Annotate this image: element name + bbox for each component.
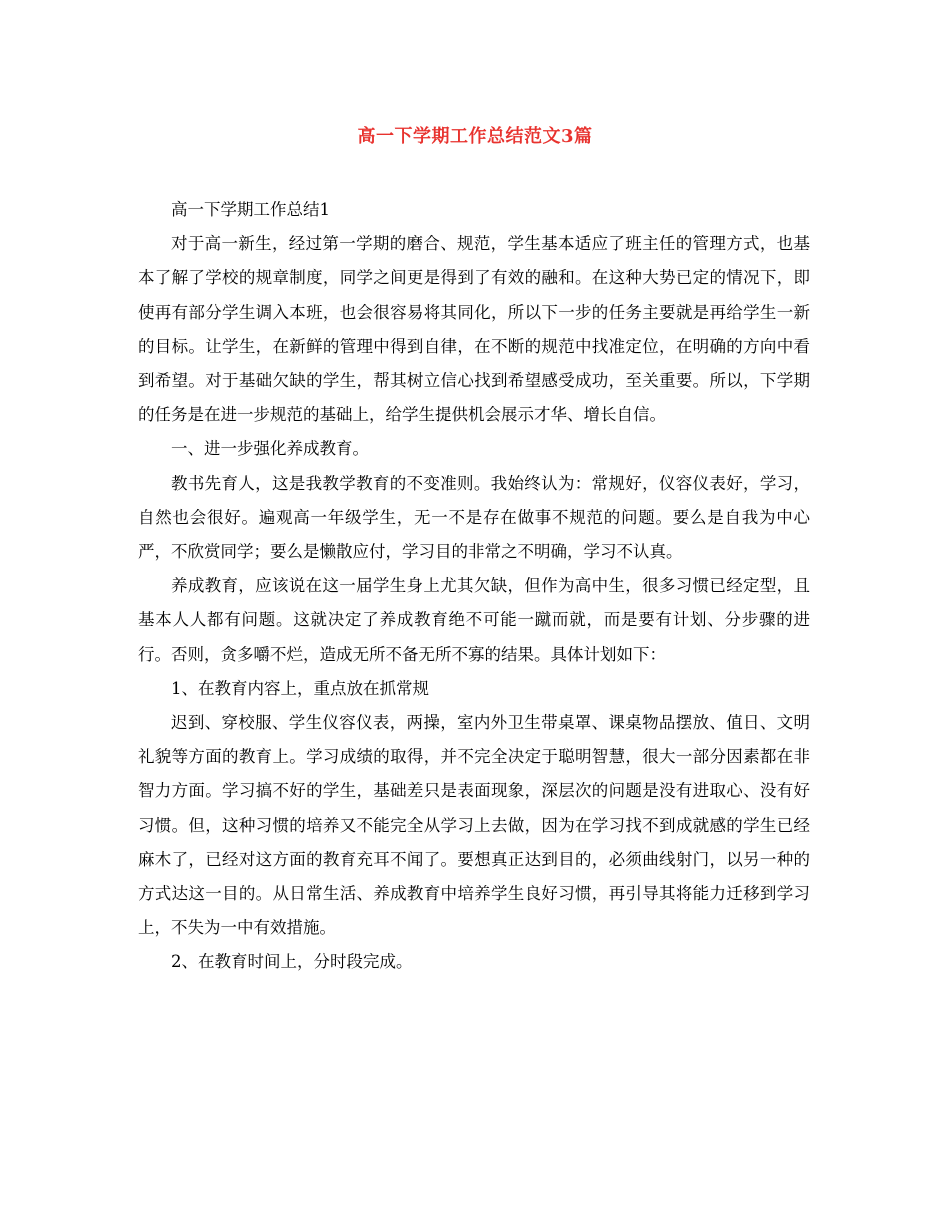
paragraph: 养成教育，应该说在这一届学生身上尤其欠缺，但作为高中生，很多习惯已经定型，且基本人人都有问题。这就决定了养成教育绝不可能一蹴而就，而是要有计划、分步骤的进行。否则，贪多嚼不烂，造成无所不备无所不寡的结果。具体计划如下： [138,576,810,664]
paragraph: 对于高一新生，经过第一学期的磨合、规范，学生基本适应了班主任的管理方式，也基本了解了学校的规章制度，同学之间更是得到了有效的融和。在这种大势已定的情况下，即使再有部分学生调入本班，也会很容易将其同化，所以下一步的任务主要就是再给学生一新的目标。让学生，在新鲜的管理中得到自律，在不断的规范中找准定位，在明确的方向中看到希望。对于基础欠缺的学生，帮其树立信心找到希望感受成功，至关重要。所以，下学期的任务是在进一步规范的基础上，给学生提供机会展示才华、增长自信。 [138,234,810,425]
paragraph: 教书先育人，这是我教学教育的不变准则。我始终认为：常规好，仪容仪表好，学习，自然也会很好。遍观高一年级学生，无一不是存在做事不规范的问题。要么是自我为中心严，不欣赏同学；要么是懒散应付，学习目的非常之不明确，学习不认真。 [138,473,810,562]
list-item-heading: 2、在教育时间上，分时段完成。 [171,952,413,972]
list-item-heading: 1、在教育内容上，重点放在抓常规 [171,678,429,698]
document-body [138,193,810,980]
subsection-heading: 一、进一步强化养成教育。 [171,439,369,459]
section-heading: 高一下学期工作总结1 [171,200,330,219]
document-title: 高一下学期工作总结范文3篇 [357,126,593,147]
paragraph: 迟到、穿校服、学生仪容仪表，两操，室内外卫生带桌罩、课桌物品摆放、值日、文明礼貌等方面的教育上。学习成绩的取得，并不完全决定于聪明智慧，很大一部分因素都在非智力方面。学习搞不好的学生，基础差只是表面现象，深层次的问题是没有进取心、没有好习惯。但，这种习惯的培养又不能完全从学习上去做，因为在学习找不到成就感的学生已经麻木了，已经对这方面的教育充耳不闻了。要想真正达到目的，必须曲线射门，以另一种的方式达这一目的。从日常生活、养成教育中培养学生良好习惯，再引导其将能力迁移到学习上，不失为一中有效措施。 [138,713,810,938]
